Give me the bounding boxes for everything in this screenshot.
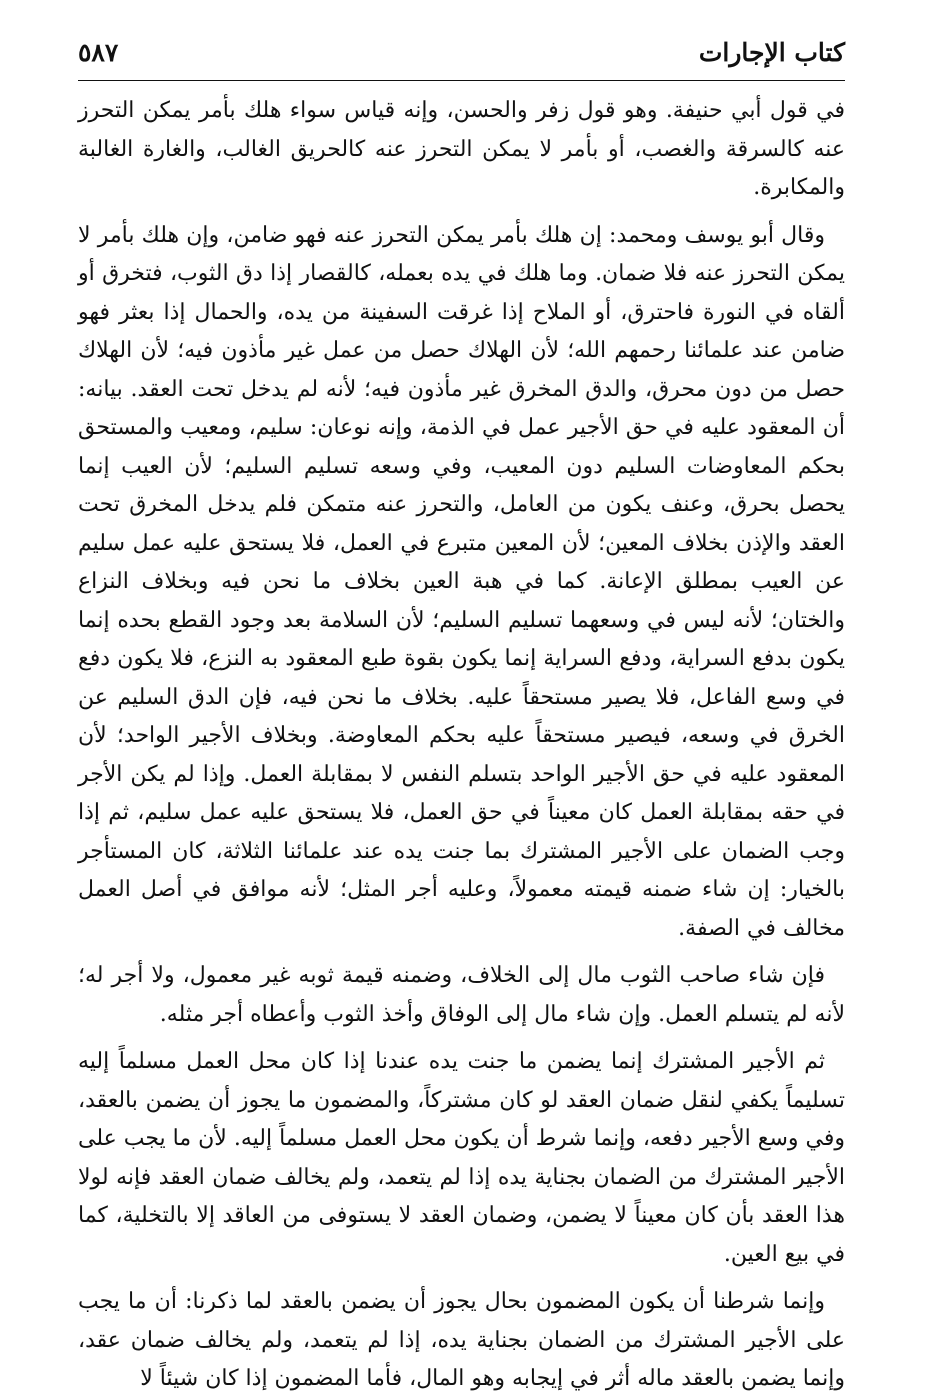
paragraph-1: في قول أبي حنيفة. وهو قول زفر والحسن، وإنه قياس سواء هلك بأمر يمكن التحرز عنه كالسرقة والغصب، أو بأمر لا يمكن التحرز عنه كالحريق الغالب، والغارة الغالبة والمكابرة.	[78, 98, 845, 200]
paragraph-5: وإنما شرطنا أن يكون المضمون بحال يجوز أن يضمن بالعقد لما ذكرنا: أن ما يجب على الأجير المشترك من الضمان بجناية يده، إذا لم يتعمد، ولم يخالف ضمان عقد، وإنما يضمن بالعقد ماله أثر في إيجابه وهو المال، فأما المضمون إذا كان شيئاً لا	[78, 1289, 845, 1391]
paragraph-2: وقال أبو يوسف ومحمد: إن هلك بأمر يمكن التحرز عنه فهو ضامن، وإن هلك بأمر لا يمكن التحرز عنه فلا ضمان. وما هلك في يده بعمله، كالقصار إذا دق الثوب، فتخرق أو ألقاه في النورة فاحترق، أو الملاح إذا غرقت السفينة من يده، والحمال إذا بعثر فهو ضامن عند علمائنا رحمهم الله؛ لأن الهلاك حصل من عمل غير مأذون فيه؛ لأن الهلاك حصل من دون محرق، والدق المخرق غير مأذون فيه؛ لأنه لم يدخل تحت العقد. بيانه: أن المعقود عليه في حق الأجير عمل في الذمة، وإنه نوعان: سليم، ومعيب والمستحق بحكم المعاوضات السليم دون المعيب، وفي وسعه تسليم السليم؛ لأن العيب إنما يحصل بحرق، وعنف يكون من العامل، والتحرز عنه متمكن فلم يدخل المخرق تحت العقد والإذن بخلاف المعين؛ لأن المعين متبرع في العمل، فلا يستحق عليه عمل سليم عن العيب بمطلق الإعانة. كما في هبة العين بخلاف ما نحن فيه وبخلاف النزاع والختان؛ لأنه ليس في وسعهما تسليم السليم؛ لأن السلامة بعد وجود القطع بحده إنما يكون بدفع السراية، ودفع السراية إنما يكون بقوة طبع المعقود به النزع، فلا يكون دفع في وسع الفاعل، فلا يصير مستحقاً عليه. بخلاف ما نحن فيه، فإن الدق السليم عن الخرق في وسعه، فيصير مستحقاً عليه بحكم المعاوضة. وبخلاف الأجير الواحد؛ لأن المعقود عليه في حق الأجير الواحد بتسلم النفس لا بمقابلة العمل. وإذا لم يكن الأجر في حقه بمقابلة العمل كان معيناً في حق العمل، فلا يستحق عليه عمل سليم، ثم إذا وجب الضمان على الأجير المشترك بما جنت يده عند علمائنا الثلاثة، كان المستأجر بالخيار: إن شاء ضمنه قيمته معمولاً، وعليه أجر المثل؛ لأنه موافق في أصل العمل مخالف في الصفة.	[78, 222, 845, 941]
chapter-title: كتاب الإجارات	[698, 38, 845, 67]
page-number: ٥٨٧	[78, 38, 119, 67]
paragraph-3: فإن شاء صاحب الثوب مال إلى الخلاف، وضمنه قيمة ثوبه غير معمول، ولا أجر له؛ لأنه لم يتسلم العمل. وإن شاء مال إلى الوفاق وأخذ الثوب وأعطاه أجر مثله.	[78, 963, 845, 1027]
body-text	[78, 92, 845, 1399]
header-rule	[78, 80, 845, 81]
running-header	[78, 28, 845, 76]
paragraph-4: ثم الأجير المشترك إنما يضمن ما جنت يده عندنا إذا كان محل العمل مسلماً إليه تسليماً يكفي لنقل ضمان العقد لو كان مشتركاً، والمضمون ما يجوز أن يضمن بالعقد، وفي وسع الأجير دفعه، وإنما شرط أن يكون محل العمل مسلماً إليه. لأن ما يجب على الأجير المشترك من الضمان بجناية يده إذا لم يتعمد، ولم يخالف ضمان العقد فإنه لولا هذا العقد بأن كان معيناً لا يضمن، وضمان العقد لا يستوفى من العاقد إلا بالتخلية، كما في بيع العين.	[78, 1049, 845, 1267]
